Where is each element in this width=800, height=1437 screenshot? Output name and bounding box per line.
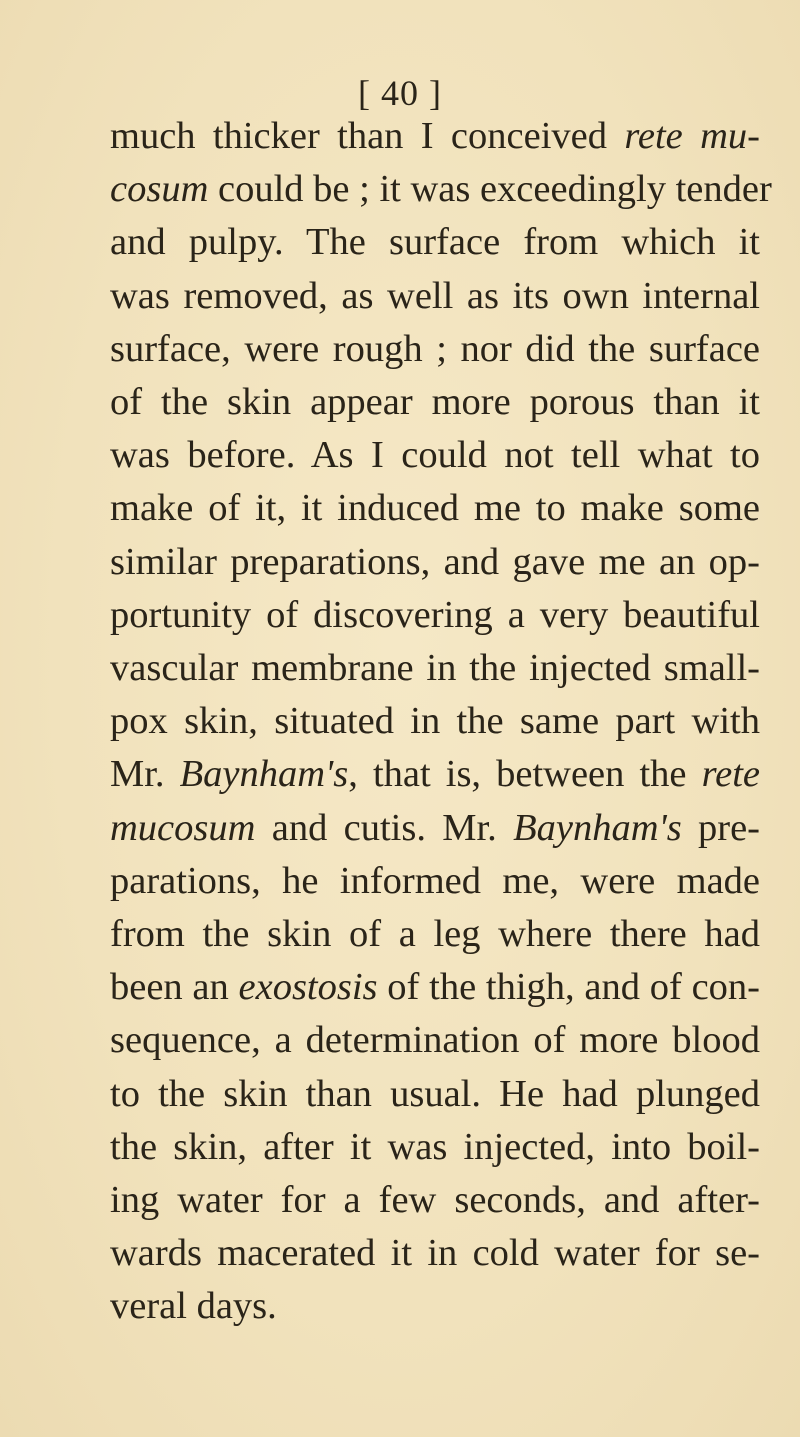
italic-run: rete — [701, 753, 760, 796]
text-run: ing water for a few seconds, and after- — [110, 1179, 760, 1222]
italic-run: Baynham's — [179, 753, 349, 796]
text-run: pox skin, situated in the same part with — [110, 700, 760, 743]
text-line — [110, 1014, 760, 1067]
text-line — [110, 1068, 760, 1121]
text-run: surface, were rough ; nor did the surface — [110, 327, 760, 370]
text-run: vascular membrane in the injected small- — [110, 647, 760, 690]
text-line — [110, 642, 760, 695]
text-run: , that is, between the — [348, 753, 702, 796]
italic-run: rete mu- — [624, 115, 760, 157]
text-run: veral days. — [110, 1285, 277, 1328]
text-line — [110, 589, 760, 642]
text-run: and cutis. Mr. — [255, 806, 514, 849]
text-run: Mr. — [110, 753, 180, 796]
text-run: been an — [110, 966, 239, 1009]
text-run: of the thigh, and of con- — [377, 966, 760, 1009]
text-line — [110, 429, 760, 482]
italic-run: cosum — [110, 168, 209, 211]
text-line — [110, 1174, 760, 1227]
text-line — [110, 748, 760, 801]
text-run: sequence, a determination of more blood — [110, 1019, 760, 1062]
text-line — [110, 695, 760, 748]
text-run: and pulpy. The surface from which it — [110, 221, 760, 264]
text-run: make of it, it induced me to make some — [110, 487, 760, 530]
text-run: parations, he informed me, were made — [110, 859, 760, 902]
text-line — [110, 270, 760, 323]
text-run: the skin, after it was injected, into boil- — [110, 1125, 760, 1168]
text-run: was removed, as well as its own internal — [110, 274, 760, 317]
text-run: was before. As I could not tell what to — [110, 434, 760, 477]
text-line — [110, 961, 760, 1014]
text-line — [110, 855, 760, 908]
text-run: could be ; it was exceedingly tender — [208, 168, 772, 211]
text-run: similar preparations, and gave me an op- — [110, 540, 760, 583]
text-run: of the skin appear more porous than it — [110, 381, 760, 424]
text-line — [110, 216, 760, 269]
text-line — [110, 163, 772, 216]
text-run: much thicker than I conceived — [110, 115, 625, 157]
italic-run: mucosum — [110, 806, 256, 849]
text-line — [110, 110, 760, 163]
page-number: [ 40 ] — [358, 73, 442, 113]
text-run: pre- — [681, 806, 761, 849]
text-line — [110, 536, 760, 589]
text-line — [110, 1280, 760, 1333]
italic-run: exostosis — [238, 966, 378, 1009]
italic-run: Baynham's — [513, 806, 682, 849]
text-line — [110, 908, 760, 961]
text-line — [110, 482, 760, 535]
text-run: portunity of discovering a very beautiful — [110, 593, 760, 636]
text-line — [110, 323, 760, 376]
body-paragraph — [110, 110, 772, 1334]
text-run: wards macerated it in cold water for se- — [110, 1232, 760, 1275]
text-run: from the skin of a leg where there had — [110, 913, 760, 956]
text-line — [110, 802, 760, 855]
text-line — [110, 376, 760, 429]
text-line — [110, 1121, 760, 1174]
text-run: to the skin than usual. He had plunged — [110, 1072, 760, 1115]
text-line — [110, 1227, 760, 1280]
